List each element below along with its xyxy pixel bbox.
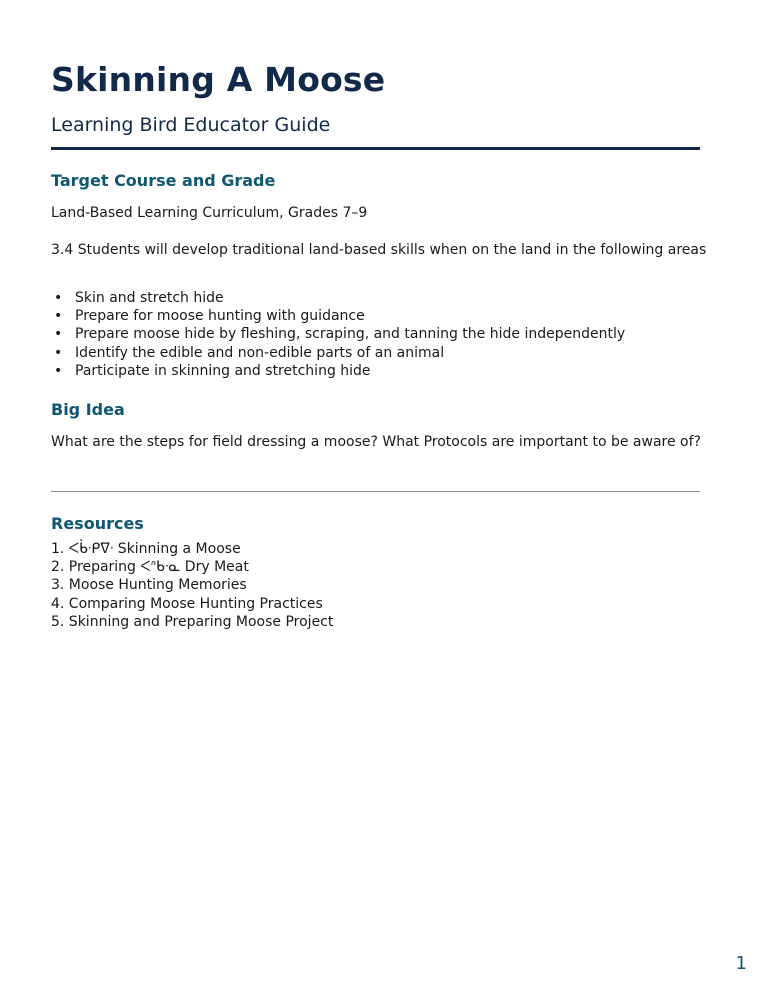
- resource-item: 4. Comparing Moose Hunting Practices: [51, 595, 323, 612]
- resource-item: 5. Skinning and Preparing Moose Project: [51, 613, 334, 630]
- title-divider: [51, 147, 700, 150]
- bullet-item: • Prepare for moose hunting with guidance: [75, 307, 625, 325]
- outcome-bullet-list: [51, 289, 625, 380]
- bullet-item: • Prepare moose hide by fleshing, scraping, and tanning the hide independently: [75, 325, 625, 343]
- resource-item: 1. ᐸᑳᐧᑭᐁᐧ Skinning a Moose: [51, 541, 241, 557]
- page-title: Skinning A Moose: [51, 60, 386, 99]
- big-idea-heading: Big Idea: [51, 400, 125, 419]
- course-text: Land-Based Learning Curriculum, Grades 7–9: [51, 205, 368, 221]
- outcome-text: 3.4 Students will develop traditional land-based skills when on the land in the following areas: [51, 242, 707, 258]
- page-number: 1: [735, 953, 747, 974]
- resource-item: 2. Preparing ᐸᐢᑲᐧᓇ Dry Meat: [51, 559, 249, 576]
- section-divider: [51, 491, 700, 492]
- bullet-item: • Participate in skinning and stretching hide: [75, 362, 625, 380]
- big-idea-text: What are the steps for field dressing a moose? What Protocols are important to be aware of?: [51, 434, 701, 450]
- target-course-heading: Target Course and Grade: [51, 171, 276, 190]
- resources-list: [51, 540, 333, 631]
- resources-heading: Resources: [51, 514, 144, 533]
- page-subtitle: Learning Bird Educator Guide: [51, 114, 331, 136]
- resource-item: 3. Moose Hunting Memories: [51, 577, 247, 594]
- bullet-item: • Identify the edible and non-edible parts of an animal: [75, 344, 625, 362]
- bullet-item: • Skin and stretch hide: [75, 289, 625, 307]
